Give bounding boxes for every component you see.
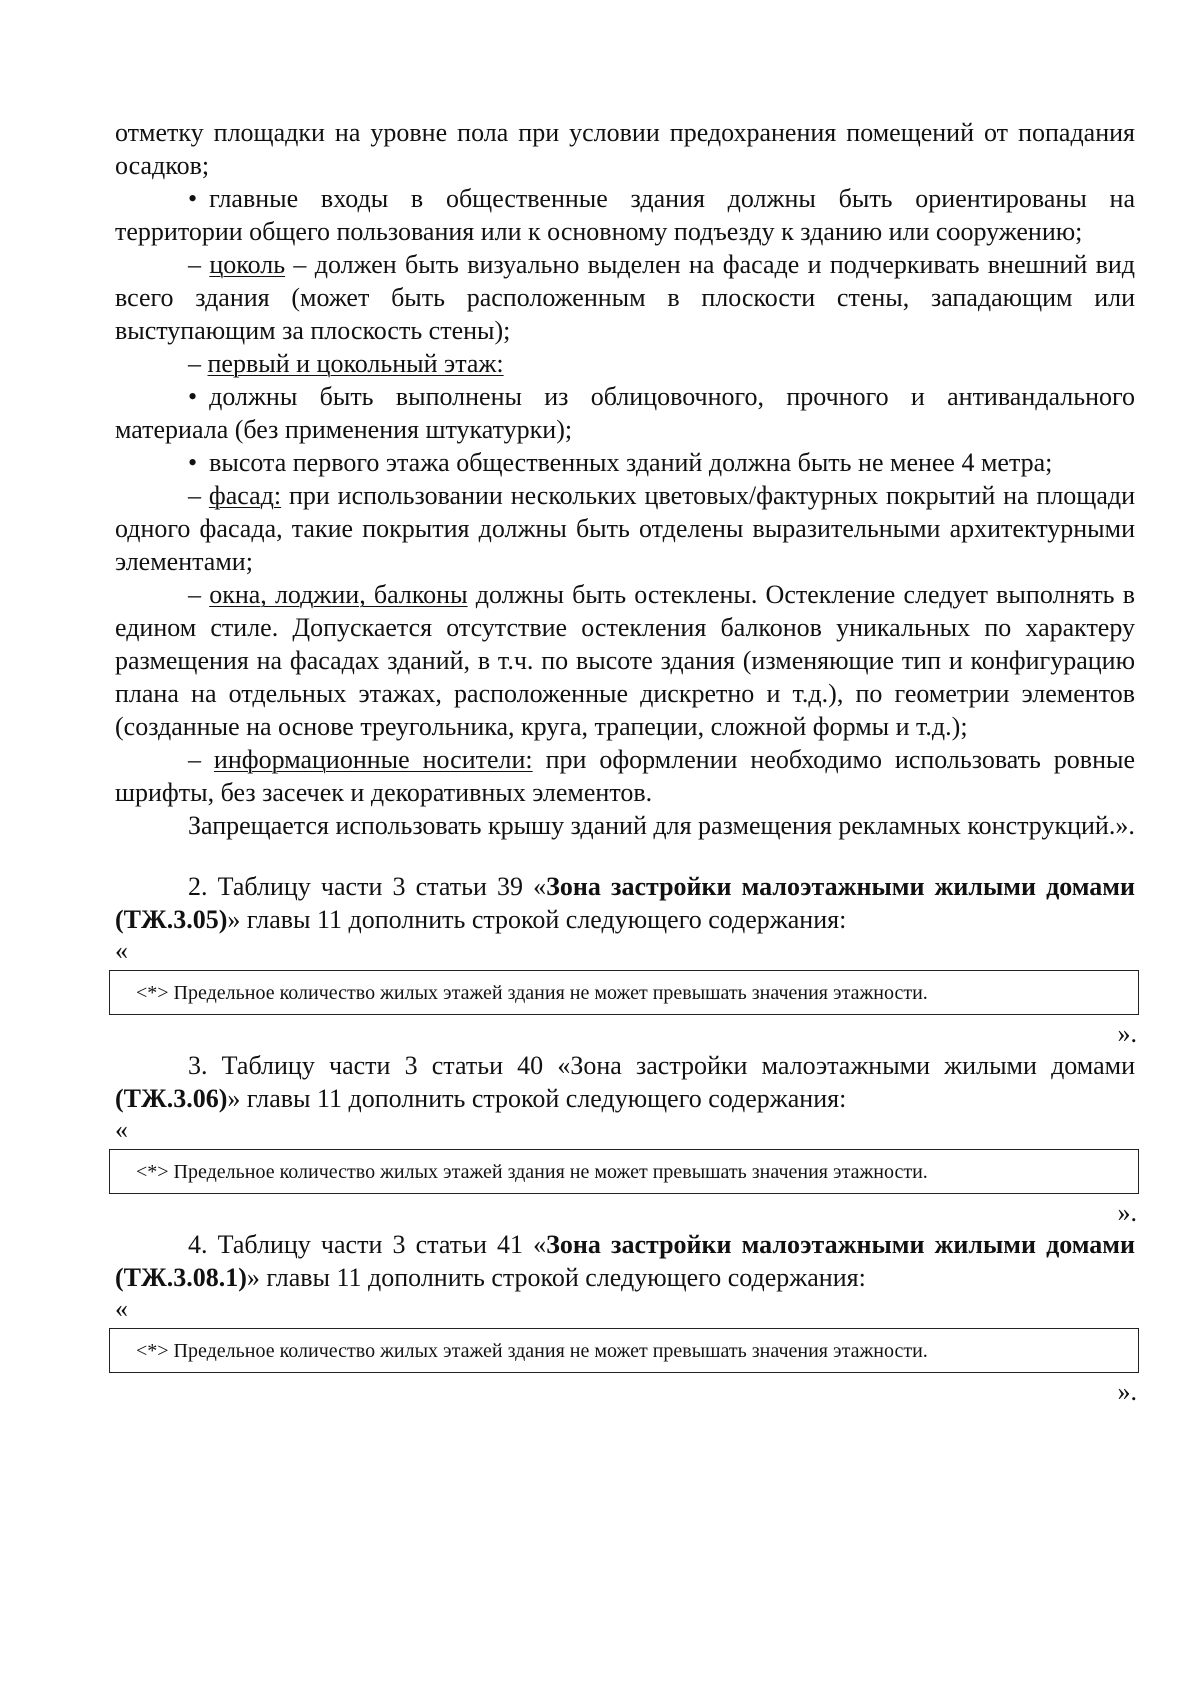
close-quote: ». xyxy=(1117,1377,1137,1406)
amendment-tail: » главы 11 дополнить строкой следующего содержания: xyxy=(227,905,847,934)
amendment-4 xyxy=(115,1228,1135,1407)
amendment-2 xyxy=(115,870,1135,1049)
note-table-row xyxy=(109,1328,1139,1373)
bullet-icon: • xyxy=(188,448,198,477)
bullet-main-entrances xyxy=(115,182,1135,248)
dash: – xyxy=(188,745,201,774)
note-table-row xyxy=(109,1149,1139,1194)
bullet-cladding xyxy=(115,380,1135,446)
bullet-text: главные входы в общественные здания должны быть ориентированы на территории общего пользования или к основному подъезду к зданию или сооружению; xyxy=(115,184,1135,246)
item-text: – должен быть визуально выделен на фасаде и подчеркивать внешний вид всего здания (может быть расположенным в плоскости стены, западающим или выступающим за плоскость стены); xyxy=(115,250,1136,345)
item-facade xyxy=(115,479,1135,578)
close-quote: ». xyxy=(1117,1019,1137,1048)
amendment-number: 3. Таблицу части 3 статьи 40 «Зона застройки малоэтажными жилыми домами xyxy=(188,1051,1135,1080)
note-text: <*> Предельное количество жилых этажей здания не может превышать значения этажности. xyxy=(136,981,928,1004)
document-page xyxy=(115,116,1135,1407)
paragraph-roof-ads: Запрещается использовать крышу зданий для размещения рекламных конструкций.». xyxy=(188,811,1135,840)
note-text: <*> Предельное количество жилых этажей здания не может превышать значения этажности. xyxy=(136,1339,928,1362)
term-windows: окна, лоджии, балконы xyxy=(209,580,468,609)
amendment-tail: » главы 11 дополнить строкой следующего содержания: xyxy=(227,1084,847,1113)
amendment-tail: » главы 11 дополнить строкой следующего содержания: xyxy=(246,1263,866,1292)
note-table-row xyxy=(109,970,1139,1015)
open-quote: « xyxy=(115,936,128,965)
zone-name: (ТЖ.3.06) xyxy=(115,1084,228,1113)
bullet-text: высота первого этажа общественных зданий должна быть не менее 4 метра; xyxy=(209,448,1053,477)
spacer xyxy=(115,842,1135,870)
item-text: при использовании нескольких цветовых/фактурных покрытий на площади одного фасада, такие покрытия должны быть отделены выразительными архитектурными элементами; xyxy=(115,481,1136,576)
dash: – xyxy=(188,580,201,609)
item-plinth xyxy=(115,248,1135,347)
item-text: должны быть остеклены. Остекление следует выполнять в едином стиле. Допускается отсутствие остекления балконов уникальных по характеру размещения на фасадах зданий, в т.ч. по высоте здания (изменяющие тип и конфигурацию плана на отдельных этажах, расположенные дискретно и т.д.), по геометрии элементов (созданные на основе треугольника, круга, трапеции, сложной формы и т.д.); xyxy=(115,580,1136,741)
item-signage xyxy=(115,743,1135,809)
amendment-number: 4. Таблицу части 3 статьи 41 « xyxy=(188,1230,547,1259)
dash: – xyxy=(188,250,201,279)
bullet-icon: • xyxy=(188,382,198,411)
bullet-icon: • xyxy=(188,184,198,213)
paragraph-platform-level: отметку площадки на уровне пола при условии предохранения помещений от попадания осадков; xyxy=(115,118,1135,180)
item-first-floor xyxy=(115,347,1135,380)
amendment-number: 2. Таблицу части 3 статьи 39 « xyxy=(188,872,547,901)
term-first-floor: первый и цокольный этаж: xyxy=(207,349,504,378)
zone-name: Зона застройки малоэтажными жилыми домами (ТЖ.3.08.1) xyxy=(115,1230,1135,1292)
amendment-text xyxy=(115,870,1135,936)
item-text: при оформлении необходимо использовать ровные шрифты, без засечек и декоративных элементов. xyxy=(115,745,1135,807)
dash: – xyxy=(188,481,201,510)
bullet-floor-height xyxy=(115,446,1135,479)
amendment-3 xyxy=(115,1049,1135,1228)
amendment-text xyxy=(115,1049,1135,1115)
close-quote: ». xyxy=(1117,1198,1137,1227)
open-quote: « xyxy=(115,1294,128,1323)
note-text: <*> Предельное количество жилых этажей здания не может превышать значения этажности. xyxy=(136,1160,928,1183)
dash: – xyxy=(188,349,201,378)
bullet-text: должны быть выполнены из облицовочного, прочного и антивандального материала (без применения штукатурки); xyxy=(115,382,1135,444)
term-plinth: цоколь xyxy=(209,250,286,279)
term-facade: фасад: xyxy=(208,481,282,510)
term-signage: информационные носители: xyxy=(213,745,533,774)
item-windows xyxy=(115,578,1135,743)
amendment-text xyxy=(115,1228,1135,1294)
open-quote: « xyxy=(115,1115,128,1144)
zone-name: Зона застройки малоэтажными жилыми домами (ТЖ.3.05) xyxy=(115,872,1135,934)
